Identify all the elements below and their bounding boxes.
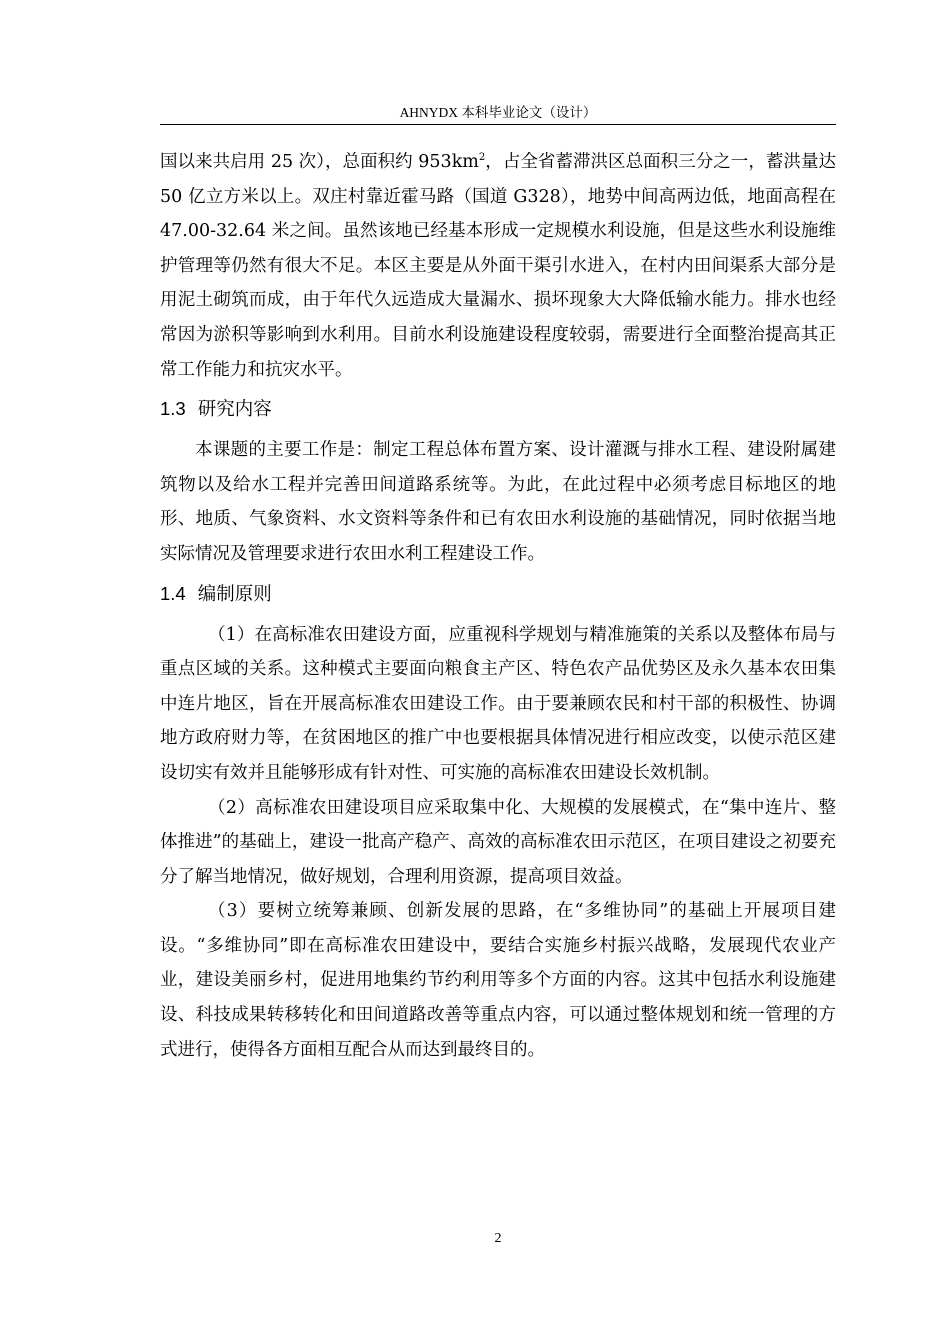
body-text bbox=[160, 145, 836, 1067]
paragraph-principle-3: （3）要树立统筹兼顾、创新发展的思路，在“多维协同”的基础上开展项目建设。“多维协同”即在高标准农田建设中，要结合实施乡村振兴战略，发展现代农业产业，建设美丽乡村，促进用地集约节约利用等多个方面的内容。这其中包括水利设施建设、科技成果转移转化和田间道路改善等重点内容，可以通过整体规划和统一管理的方式进行，使得各方面相互配合从而达到最终目的。 bbox=[160, 901, 836, 1060]
section-title-text: 编制原则 bbox=[197, 583, 272, 605]
paragraph-principle-1: （1）在高标准农田建设方面，应重视科学规划与精准施策的关系以及整体布局与重点区域的关系。这种模式主要面向粮食主产区、特色农产品优势区及永久基本农田集中连片地区，旨在开展高标准农田建设工作。由于要兼顾农民和村干部的积极性、协调地方政府财力等，在贫困地区的推广中也要根据具体情况进行相应改变，以使示范区建设切实有效并且能够形成有针对性、可实施的高标准农田建设长效机制。 bbox=[160, 624, 836, 783]
superscript-2: 2 bbox=[478, 152, 486, 164]
paragraph-flood-area-text-b: ，占全省蓄滞洪区总面积三分之一，蓄洪量达 50 亿立方米以上。双庄村靠近霍马路（国道 G328），地势中间高两边低，地面高程在 47.00-32.64 米之间。虽然该地已经基本形成一定规模水利设施，但是这些水利设施维护管理等仍然有很大不足。本区主要是从外面干渠引水进入，在村内田间渠系大部分是用泥土砌筑而成，由于年代久远造成大量漏水、损坏现象大大降低输水能力。排水也经常因为淤积等影响到水利用。目前水利设施建设程度较弱，需要进行全面整治提高其正常工作能力和抗灾水平。 bbox=[160, 152, 836, 380]
section-number: 1.3 bbox=[160, 398, 186, 420]
paragraph-research-content: 本课题的主要工作是：制定工程总体布置方案、设计灌溉与排水工程、建设附属建筑物以及给水工程并完善田间道路系统等。为此，在此过程中必须考虑目标地区的地形、地质、气象资料、水文资料等条件和已有农田水利设施的基础情况，同时依据当地实际情况及管理要求进行农田水利工程建设工作。 bbox=[160, 440, 836, 564]
section-heading-1-3 bbox=[160, 389, 836, 430]
paragraph-flood-area bbox=[160, 145, 836, 387]
running-header: AHNYDX 本科毕业论文（设计） bbox=[399, 105, 597, 120]
paragraph-flood-area-text-a: 国以来共启用 25 次），总面积约 953km bbox=[160, 152, 479, 172]
header-rule bbox=[160, 124, 836, 125]
paragraph-principle-2: （2）高标准农田建设项目应采取集中化、大规模的发展模式，在“集中连片、整体推进”的基础上，建设一批高产稳产、高效的高标准农田示范区，在项目建设之初要充分了解当地情况，做好规划，合理利用资源，提高项目效益。 bbox=[160, 797, 836, 887]
section-title-text: 研究内容 bbox=[197, 399, 272, 421]
page-number: 2 bbox=[494, 1231, 502, 1246]
section-number: 1.4 bbox=[160, 582, 186, 604]
section-heading-1-4 bbox=[160, 574, 836, 615]
